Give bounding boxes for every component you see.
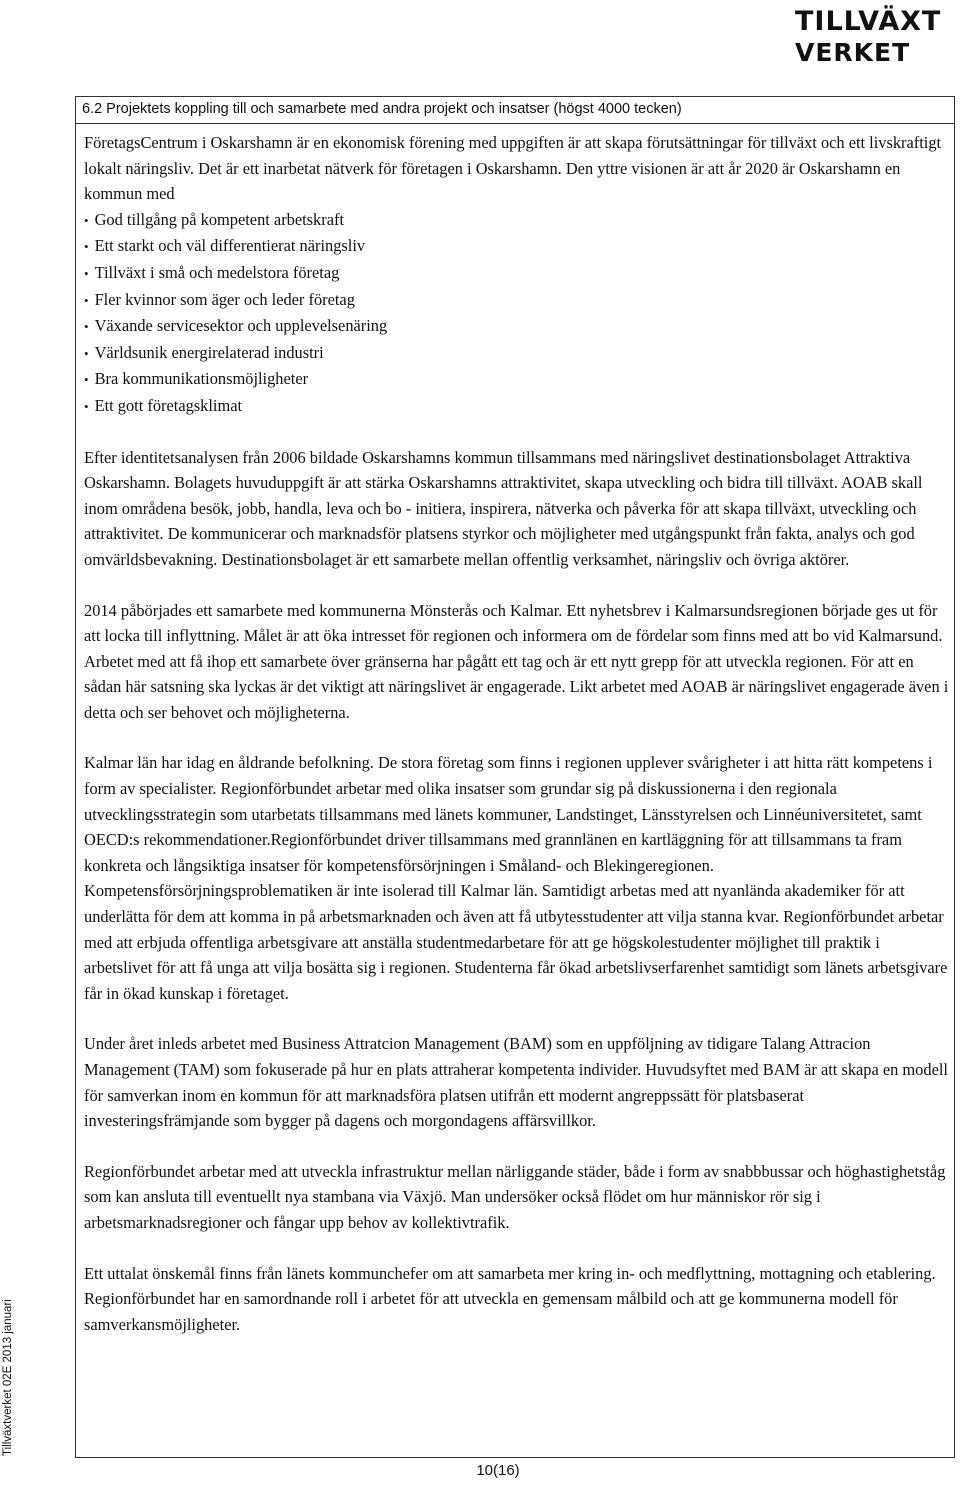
bullet-item bbox=[84, 313, 950, 340]
bullet-icon: • bbox=[84, 345, 89, 361]
bullet-icon: • bbox=[84, 239, 89, 255]
document-version-label: Tillväxtverket 02E 2013 januari bbox=[2, 1299, 14, 1456]
intro-paragraph: FöretagsCentrum i Oskarshamn är en ekonomisk förening med uppgiften är att skapa förutsättningar för tillväxt och ett livskraftigt lokalt näringsliv. Det är ett inarbetat nätverk för företagen i Oskarshamn. Den yttre visionen är att år 2020 är Oskarshamn en kommun med bbox=[84, 133, 942, 204]
bullet-item bbox=[84, 207, 950, 234]
bullet-text: Ett gott företagsklimat bbox=[94, 395, 243, 415]
bullet-text: Bra kommunikationsmöjligheter bbox=[94, 369, 309, 389]
paragraph-competence-supply: Kalmar län har idag en åldrande befolkning. De stora företag som finns i regionen upplever svårigheter i att hitta rätt kompetens i form av specialister. Regionförbundet arbetar med olika insatser som grundar sig på diskussionerna i den regionala utvecklingsstrategin som utarbetats tillsammans med länets kommuner, Landstinget, Länsstyrelsen och Linnéuniversitetet, samt OECD:s rekommendationer.Regionförbundet driver tillsammans med grannlänen en kartläggning för att tillsammans ta fram konkreta och långsiktiga insatser för kompetensförsörjningen i Småland- och Blekingeregionen. Kompetensförsörjningsproblematiken är inte isolerad till Kalmar län. Samtidigt arbetas med att nyanlända akademiker för att underlätta för dem att komma in på arbetsmarknaden och även att få utbytesstudenter att vilja stanna kvar. Regionförbundet arbetar med att erbjuda offentliga arbetsgivare att anställa studentmedarbetare för att ge högskolestudenter möjlighet till praktik i arbetslivet för att få unga att vilja bosätta sig i regionen. Studenterna får ökad arbetslivserfarenhet samtidigt som länets arbetsgivare får in ökad kunskap i företaget. bbox=[84, 753, 948, 1003]
bullet-item bbox=[84, 366, 950, 393]
paragraph-migration-cooperation: Ett uttalat önskemål finns från länets kommunchefer om att samarbeta mer kring in- och medflyttning, mottagning och etablering. Regionförbundet har en samordnande roll i arbetet för att utveckla en gemensam målbild och att ge kommunerna modell för samverkansmöjligheter. bbox=[84, 1263, 936, 1334]
section-heading: 6.2 Projektets koppling till och samarbete med andra projekt och insatser (högst 4000 tecken) bbox=[82, 101, 682, 117]
bullet-text: Fler kvinnor som äger och leder företag bbox=[94, 289, 355, 309]
bullet-item bbox=[84, 393, 950, 420]
bullet-text: Tillväxt i små och medelstora företag bbox=[94, 262, 340, 282]
bullet-item bbox=[84, 287, 950, 314]
paragraph-infrastructure: Regionförbundet arbetar med att utveckla infrastruktur mellan närliggande städer, både i form av snabbbussar och höghastighetståg som kan ansluta till eventuellt nya stambana via Växjö. Man undersöker också flödet om hur människor rör sig i arbetsmarknadsregioner och fångar upp behov av kollektivtrafik. bbox=[84, 1161, 946, 1232]
paragraph-kalmarsund-cooperation: 2014 påbörjades ett samarbete med kommunerna Mönsterås och Kalmar. Ett nyhetsbrev i Kalmarsundsregionen började ges ut för att locka till inflyttning. Målet är att öka intresset för regionen och informera om de fördelar som finns med att bo vid Kalmarsund. Arbetet med att få ihop ett samarbete över gränserna har pågått ett tag och är ett nytt grepp för att utveckla regionen. För att en sådan här satsning ska lyckas är det viktigt att näringslivet är engagerade. Likt arbetet med AOAB är näringslivet engagerade även i detta och ser behovet och möjligheterna. bbox=[84, 600, 949, 722]
tillvaxtverket-logo bbox=[795, 6, 955, 66]
bullet-text: Världsunik energirelaterad industri bbox=[94, 342, 324, 362]
bullet-item bbox=[84, 233, 950, 260]
paragraph-business-attraction: Under året inleds arbetet med Business Attratcion Management (BAM) som en uppföljning av tidigare Talang Attracion Management (TAM) som fokuserade på hur en plats attraherar kompetenta individer. Huvudsyftet med BAM är att skapa en modell för samverkan inom en kommun för att marknadsföra platsen utifrån ett modernt angreppssätt för platsbaserat investeringsfrämjande som bygger på dagens och morgondagens affärsvillkor. bbox=[84, 1034, 948, 1131]
logo-line-1: TILLVÄXT bbox=[795, 6, 942, 37]
bullet-text: Växande servicesektor och upplevelsenäring bbox=[94, 316, 388, 336]
bullet-icon: • bbox=[84, 265, 89, 281]
bullet-icon: • bbox=[84, 212, 89, 228]
paragraph-destination-company: Efter identitetsanalysen från 2006 bildade Oskarshamns kommun tillsammans med näringslivet destinationsbolaget Attraktiva Oskarshamn. Bolagets huvuduppgift är att stärka Oskarshamns attraktivitet, skapa utveckling och bidra till tillväxt. AOAB skall inom områdena besök, jobb, handla, leva och bo - initiera, inspirera, nätverka och påverka för att skapa tillväxt, utveckling och attraktivitet. De kommunicerar och marknadsför platsens styrkor och möjligheter med utgångspunkt från fakta, analys och god omvärldsbevakning. Destinationsbolaget är ett samarbete mellan offentlig verksamhet, näringsliv och övriga aktörer. bbox=[84, 447, 923, 569]
vision-bullet-list bbox=[84, 207, 950, 420]
bullet-icon: • bbox=[84, 319, 89, 335]
bullet-icon: • bbox=[84, 398, 89, 414]
section-body bbox=[84, 130, 950, 1337]
logo-line-2: VERKET bbox=[795, 38, 911, 67]
bullet-icon: • bbox=[84, 292, 89, 308]
bullet-item bbox=[84, 340, 950, 367]
page-number: 10(16) bbox=[476, 1462, 520, 1479]
bullet-text: God tillgång på kompetent arbetskraft bbox=[94, 209, 344, 229]
bullet-text: Ett starkt och väl differentierat näringsliv bbox=[94, 236, 366, 256]
bullet-item bbox=[84, 260, 950, 287]
section-header-divider bbox=[76, 123, 954, 124]
bullet-icon: • bbox=[84, 372, 89, 388]
